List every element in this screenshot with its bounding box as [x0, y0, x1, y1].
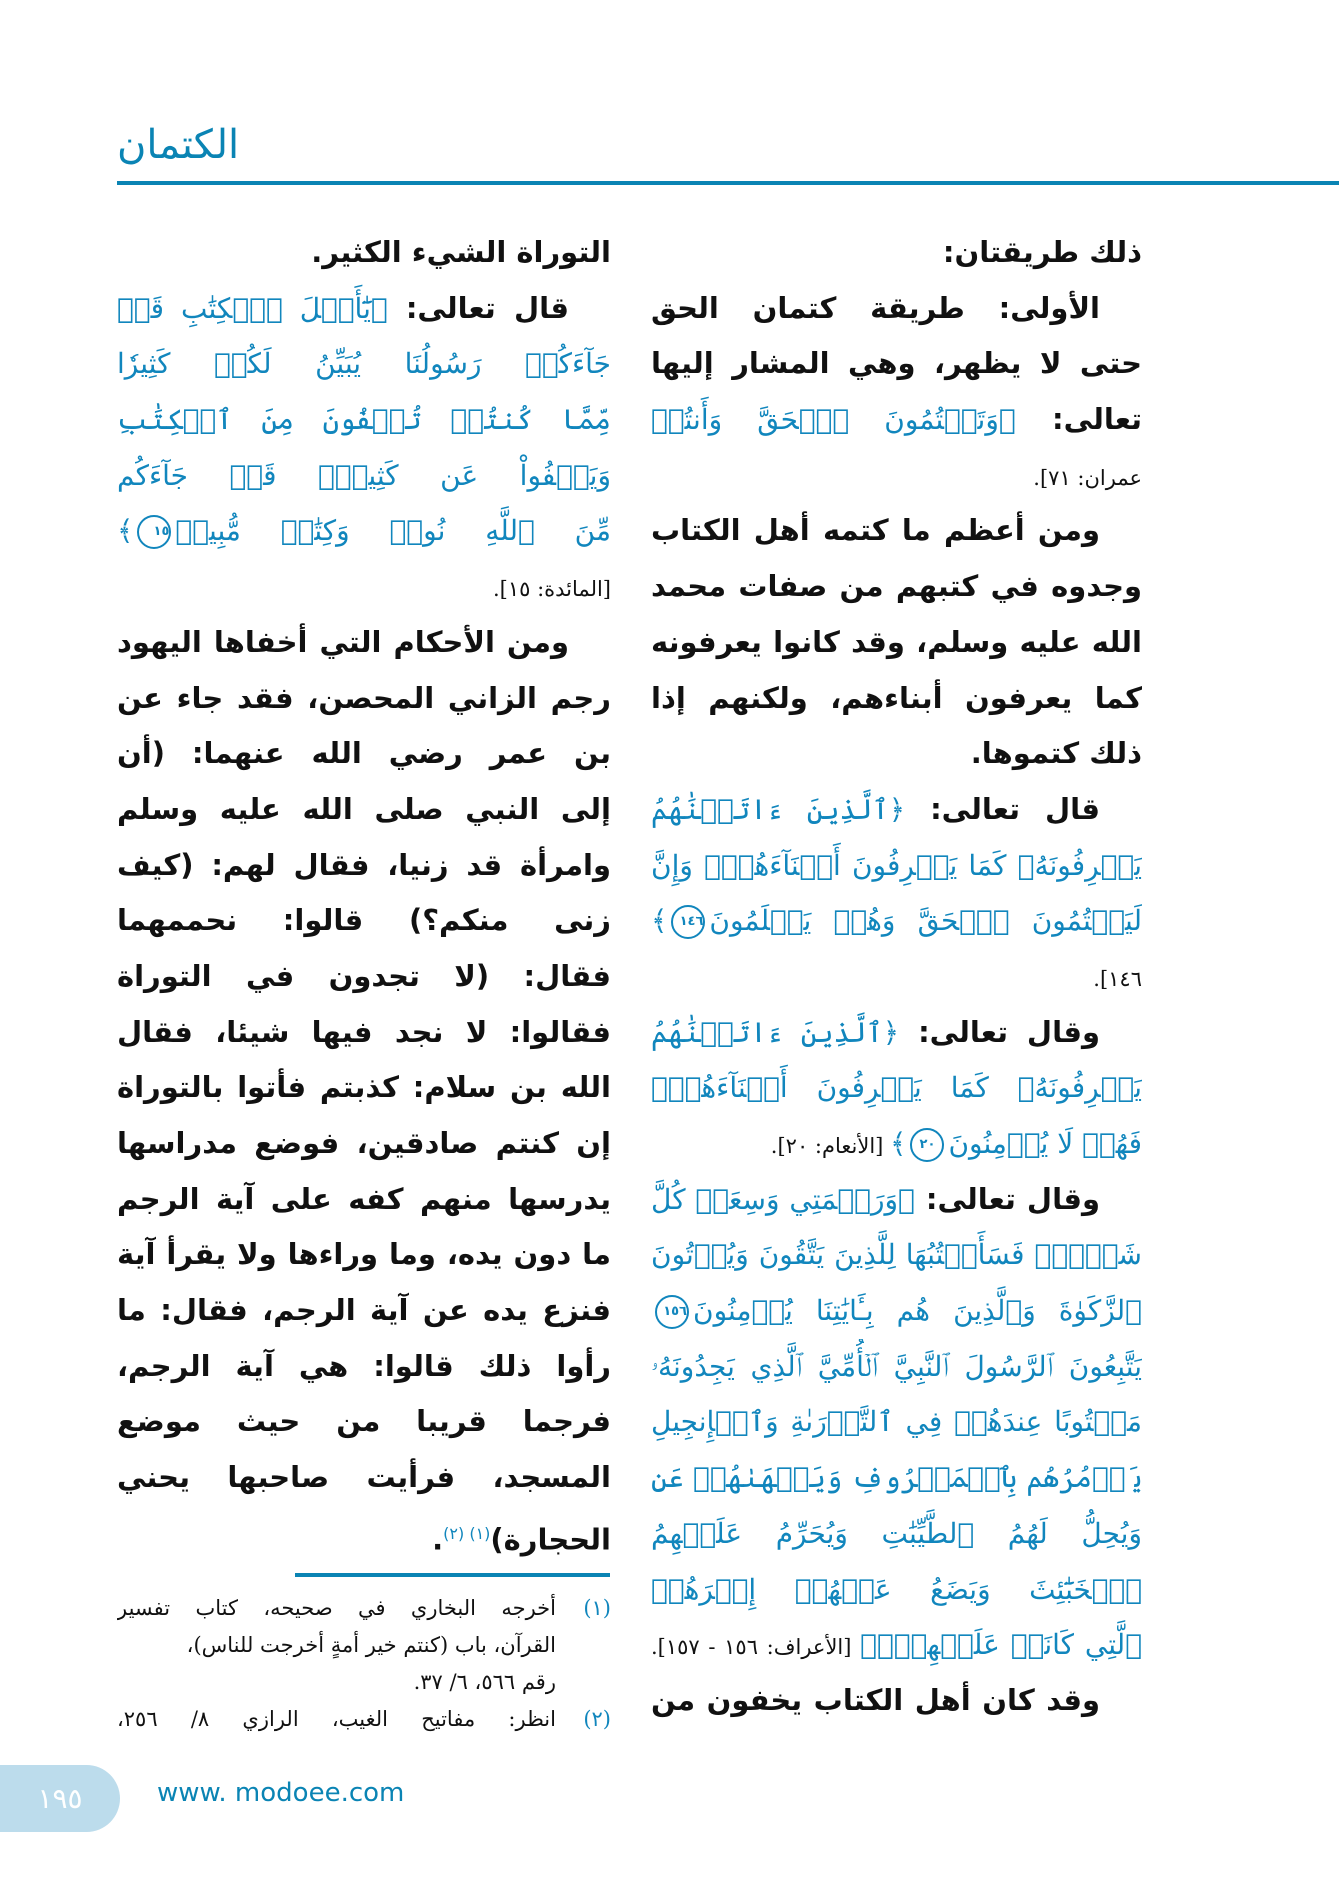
footnote-text: أخرجه البخاري في صحيحه، كتاب تفسير [117, 1596, 556, 1620]
body-text: كما يعرفون أبناءهم، ولكنهم إذا [651, 680, 1142, 715]
quran-verse-text: ﴿وَتَكۡتُمُونَ ٱلۡحَقَّ وَأَنتُمۡ [651, 403, 1016, 437]
body-text: التوراة الشيء الكثير. [311, 235, 611, 269]
header-rule [117, 181, 1339, 185]
footnote-marker: (١) [583, 1596, 611, 1620]
verse-reference: [الأعراف: ١٥٦ - ١٥٧]. [651, 1635, 861, 1660]
body-text: وقال تعالى: [914, 1181, 1100, 1216]
text-line [117, 559, 611, 615]
text-line [117, 1394, 611, 1450]
text-line [651, 726, 1142, 782]
quran-verse-text: ٱلَّتِي كَانَتۡ عَلَيۡهِمۡۚ﴾ [860, 1628, 1142, 1662]
text-line [117, 1506, 611, 1562]
right-column [651, 225, 1142, 1729]
quran-verse-text: لَيَكۡتُمُونَ ٱلۡحَقَّ وَهُمۡ يَعۡلَمُونَ [709, 904, 1142, 938]
text-line [117, 615, 611, 671]
text-line [117, 448, 611, 504]
text-line [651, 1617, 1142, 1673]
body-text: تعالى: [1015, 402, 1142, 437]
text-line [651, 782, 1142, 838]
text-line [651, 1339, 1142, 1395]
text-line [651, 893, 1142, 949]
text-line [117, 726, 611, 782]
body-text: وجدوه في كتبهم من صفات محمد [651, 569, 1142, 604]
quran-verse-text: وَيُحِلُّ لَهُمُ ٱلطَّيِّبَٰتِ وَيُحَرِّمُ عَلَيۡهِمُ [651, 1516, 1142, 1550]
body-text: ذلك طريقتان: [942, 235, 1142, 269]
body-text: ما دون يده، وما وراءها ولا يقرأ آية [117, 1237, 611, 1272]
footnote-line: القرآن، باب (كنتم خير أمةٍ أخرجت للناس)، [186, 1633, 556, 1657]
footnote-reference[interactable]: (١) (٢) [443, 1523, 491, 1543]
text-line [117, 1116, 611, 1172]
verse-number-marker: ١٥ [137, 515, 171, 549]
body-text: وقد كان أهل الكتاب يخفون من [651, 1682, 1100, 1717]
body-text: حتى لا يظهر، وهي المشار إليها [651, 346, 1142, 381]
text-line [117, 1060, 611, 1116]
quran-verse-text: ﴿ٱلَّذِينَ ءَاتَيۡنَٰهُمُ [651, 792, 906, 826]
body-text: ومن أعظم ما كتمه أهل الكتاب [651, 513, 1100, 548]
text-line [117, 1227, 611, 1283]
text-line [651, 615, 1142, 671]
body-text: الأولى: طريقة كتمان الحق [651, 290, 1100, 325]
text-line [651, 1673, 1142, 1729]
text-line [651, 838, 1142, 894]
quran-verse-text: ﴾ [890, 1127, 907, 1160]
text-line [117, 225, 611, 281]
footnote-separator [295, 1573, 610, 1577]
text-line [651, 336, 1142, 392]
quran-verse-text: مَكۡتُوبًا عِندَهُمۡ فِي ٱلتَّوۡرَىٰةِ وَٱلۡإِنجِيلِ [651, 1405, 1142, 1439]
text-line [651, 392, 1142, 448]
body-text: زنى منكم؟) قالوا: نحممهما [117, 903, 611, 938]
text-line [651, 1005, 1142, 1061]
body-text: رجم الزاني المحصن، فقد جاء عن [117, 680, 611, 715]
quran-verse-text: ﴾ [117, 514, 134, 548]
text-line [651, 225, 1142, 281]
quran-verse-text: مِّمَّا كُنتُمۡ تُخۡفُونَ مِنَ ٱلۡكِتَٰبِ [117, 403, 611, 437]
body-text: فرجما قريبا من حيث موضع [117, 1404, 611, 1439]
body-text: بن عمر رضي الله عنهما: (أن [117, 736, 611, 771]
chapter-title: الكتمان [117, 122, 240, 168]
website-link[interactable]: www. modoee.com [157, 1778, 405, 1808]
text-line [117, 281, 611, 337]
quran-verse-text: فَهُمۡ لَا يُؤۡمِنُونَ [948, 1127, 1142, 1160]
text-line [117, 1005, 611, 1061]
body-text: وقال تعالى: [899, 1014, 1101, 1049]
text-line [651, 1506, 1142, 1562]
body-text: فقال: (لا تجدون في التوراة [117, 958, 611, 993]
text-line [117, 1339, 611, 1395]
body-text: يدرسها منهم كفه على آية الرجم [117, 1181, 611, 1216]
footnote-marker: (٢) [583, 1707, 611, 1731]
footnote-line: رقم ٥٦٦، ٦/ ٣٧. [413, 1670, 556, 1694]
text-line [117, 671, 611, 727]
body-text: إلى النبي صلى الله عليه وسلم [117, 791, 611, 826]
text-line [651, 1227, 1142, 1283]
text-line [117, 336, 611, 392]
body-text: ذلك كتموها. [970, 736, 1142, 771]
quran-verse-text: ﴿وَرَحۡمَتِي وَسِعَتۡ كُلَّ [651, 1182, 915, 1216]
text-line [651, 1116, 1142, 1172]
text-line [651, 1394, 1142, 1450]
body-text: ومن الأحكام التي أخفاها اليهود [117, 624, 569, 659]
quran-verse-text: شَيۡءٖۚ فَسَأَكۡتُبُهَا لِلَّذِينَ يَتَّقُونَ وَيُؤۡتُونَ [651, 1238, 1142, 1272]
text-line [117, 893, 611, 949]
body-text: قال تعالى: [905, 791, 1100, 826]
body-text: فنزع يده عن آية الرجم، فقال: ما [117, 1293, 611, 1328]
text-line [651, 671, 1142, 727]
quran-verse-text: مِّنَ ٱللَّهِ نُورٞ وَكِتَٰبٞ مُّبِينٞ [175, 514, 611, 548]
quran-verse-text: يَعۡرِفُونَهُۥ كَمَا يَعۡرِفُونَ أَبۡنَآءَهُمُۘ [651, 1071, 1142, 1105]
body-text: قال تعالى: [387, 290, 569, 325]
verse-reference: [الأنعام: ٢٠]. [770, 1134, 891, 1158]
text-line [651, 949, 1142, 1005]
quran-verse-text: جَآءَكُمۡ رَسُولُنَا يُبَيِّنُ لَكُمۡ كَثِيرٗا [117, 347, 611, 381]
quran-verse-text: وَيَعۡفُواْ عَن كَثِيرٖۚ قَدۡ جَآءَكُم [117, 458, 611, 492]
body-text: . [432, 1522, 444, 1557]
quran-verse-text: ﴿ٱلَّذِينَ ءَاتَيۡنَٰهُمُ [651, 1015, 900, 1049]
verse-number-marker: ١٥٦ [655, 1295, 689, 1329]
verse-reference: عمران: ٧١]. [1033, 465, 1142, 490]
body-text: الله عليه وسلم، وقد كانوا يعرفونه [651, 624, 1142, 659]
text-line [651, 448, 1142, 504]
text-line [117, 392, 611, 448]
text-line [117, 949, 611, 1005]
page-number: ١٩٥ [0, 1765, 120, 1832]
body-text: وامرأة قد زنيا، فقال لهم: (كيف [117, 847, 611, 882]
quran-verse-text: يَعۡرِفُونَهُۥ كَمَا يَعۡرِفُونَ أَبۡنَآءَهُمۡۖ وَإِنَّ [651, 848, 1142, 882]
quran-verse-text: يَتَّبِعُونَ ٱلرَّسُولَ ٱلنَّبِيَّ ٱلۡأُمِّيَّ ٱلَّذِي يَجِدُونَهُۥ [651, 1349, 1142, 1383]
text-line [117, 1172, 611, 1228]
text-line [651, 559, 1142, 615]
text-line [651, 503, 1142, 559]
footnote-line [117, 1701, 611, 1738]
footnote-text: انظر: مفاتيح الغيب، الرازي ٨/ ٢٥٦، [117, 1707, 556, 1731]
text-line [117, 1283, 611, 1339]
text-line [651, 1562, 1142, 1618]
body-text: المسجد، فرأيت صاحبها يحني [117, 1460, 611, 1495]
text-line [117, 503, 611, 559]
quran-verse-text: ٱلۡخَبَٰٓئِثَ وَيَضَعُ عَنۡهُمۡ إِصۡرَهُمۡ [651, 1572, 1142, 1606]
body-text: إن كنتم صادقين، فوضع مدراسها [117, 1126, 611, 1160]
quran-verse-text: ﴿يَٰٓأَهۡلَ ٱلۡكِتَٰبِ قَدۡ [117, 291, 388, 325]
verse-reference: [المائدة: ١٥]. [492, 577, 611, 602]
body-text: فقالوا: لا نجد فيها شيئا، فقال [117, 1014, 611, 1049]
body-text: الله بن سلام: كذبتم فأتوا بالتوراة [117, 1070, 611, 1105]
verse-number-marker: ١٤٦ [671, 905, 705, 939]
verse-reference: ١٤٦]. [1093, 966, 1142, 991]
text-line [651, 1172, 1142, 1228]
verse-number-marker: ٢٠ [910, 1128, 944, 1162]
text-line [651, 281, 1142, 337]
text-line [651, 1450, 1142, 1506]
text-line [117, 1450, 611, 1506]
left-column [117, 225, 611, 1562]
quran-verse-text: يَأۡمُرُهُم بِٱلۡمَعۡرُوفِ وَيَنۡهَىٰهُمۡ عَنِ [651, 1461, 1142, 1495]
text-line [651, 1060, 1142, 1116]
quran-verse-text: ٱلزَّكَوٰةَ وَٱلَّذِينَ هُم بِـَٔايَٰتِنَا يُؤۡمِنُونَ [693, 1294, 1142, 1328]
body-text: رأوا ذلك قالوا: هي آية الرجم، [117, 1348, 611, 1383]
body-text: الحجارة) [490, 1522, 611, 1557]
text-line [117, 782, 611, 838]
footnote-line [117, 1590, 611, 1627]
text-line [651, 1283, 1142, 1339]
footnotes [117, 1590, 611, 1738]
quran-verse-text: ﴾ [651, 904, 668, 938]
text-line [117, 838, 611, 894]
